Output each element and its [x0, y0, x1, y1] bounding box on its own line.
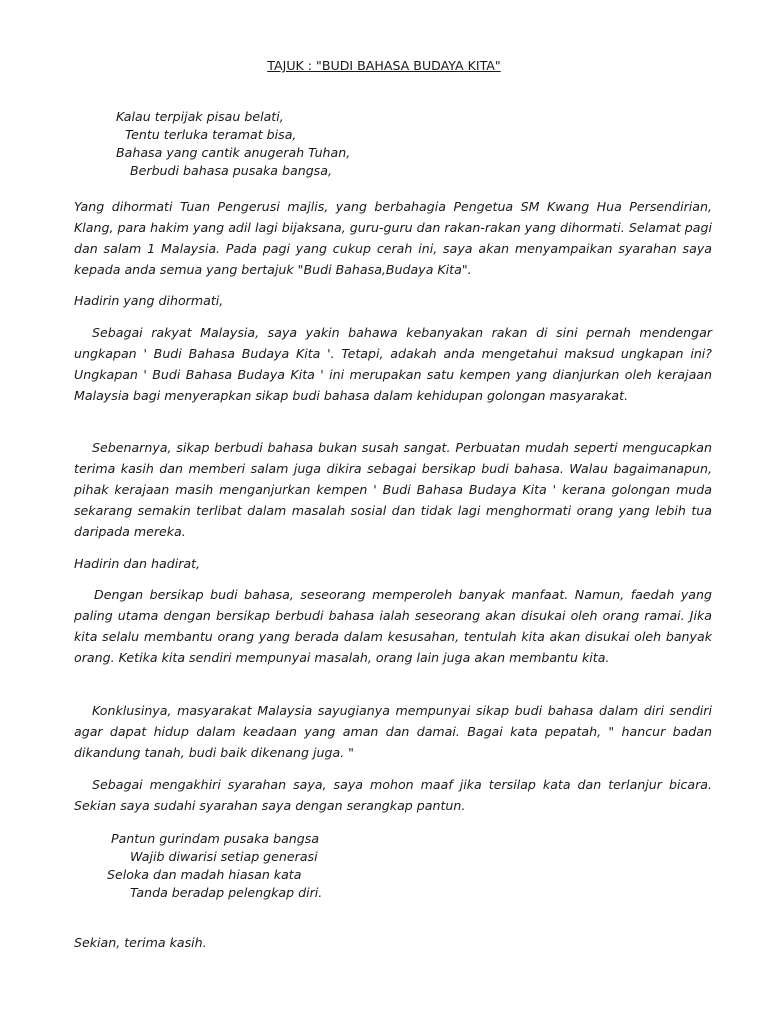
pantun-opening-line-4: Berbudi bahasa pusaka bangsa,	[130, 163, 332, 178]
document-title: TAJUK : "BUDI BAHASA BUDAYA KITA"	[267, 58, 501, 73]
greeting-paragraph: Yang dihormati Tuan Pengerusi majlis, yang berbahagia Pengetua SM Kwang Hua Persendirian, Klang, para hakim yang adil lagi bijaksana, guru-guru dan rakan-rakan yang dihormati. Selamat pagi dan salam 1 Malaysia. Pada pagi yang cukup cerah ini, saya akan menyampaikan syarahan saya kepada anda semua yang bertajuk "Budi Bahasa,Budaya Kita".	[74, 199, 712, 277]
pantun-closing-line-4: Tanda beradap pelengkap diri.	[130, 885, 323, 900]
paragraph-4: Konklusinya, masyarakat Malaysia sayugianya mempunyai sikap budi bahasa dalam diri sendiri agar dapat hidup dalam keadaan yang aman dan damai. Bagai kata pepatah, " hancur badan dikandung tanah, budi baik dikenang juga. "	[74, 703, 712, 760]
paragraph-5: Sebagai mengakhiri syarahan saya, saya mohon maaf jika tersilap kata dan terlanjur bicara. Sekian saya sudahi syarahan saya dengan serangkap pantun.	[74, 777, 712, 813]
closing-line: Sekian, terima kasih.	[74, 935, 207, 950]
pantun-opening-line-3: Bahasa yang cantik anugerah Tuhan,	[116, 145, 351, 160]
pantun-opening-line-2: Tentu terluka teramat bisa,	[125, 127, 297, 142]
paragraph-3: Dengan bersikap budi bahasa, seseorang memperoleh banyak manfaat. Namun, faedah yang paling utama dengan bersikap berbudi bahasa ialah seseorang akan disukai oleh orang ramai. Jika kita selalu membantu orang yang berada dalam kesusahan, tentulah kita akan disukai oleh banyak orang. Ketika kita sendiri mempunyai masalah, orang lain juga akan membantu kita.	[74, 587, 712, 665]
address-hadirin-hadirat: Hadirin dan hadirat,	[74, 556, 201, 571]
pantun-closing-line-2: Wajib diwarisi setiap generasi	[130, 849, 318, 864]
address-hadirin: Hadirin yang dihormati,	[74, 293, 224, 308]
pantun-closing-line-3: Seloka dan madah hiasan kata	[107, 867, 302, 882]
pantun-opening-line-1: Kalau terpijak pisau belati,	[116, 109, 284, 124]
paragraph-2: Sebenarnya, sikap berbudi bahasa bukan susah sangat. Perbuatan mudah seperti mengucapkan terima kasih dan memberi salam juga dikira sebagai bersikap budi bahasa. Walau bagaimanapun, pihak kerajaan masih menganjurkan kempen ' Budi Bahasa Budaya Kita ' kerana golongan muda sekarang semakin terlibat dalam masalah sosial dan tidak lagi menghormati orang yang lebih tua daripada mereka.	[74, 440, 712, 539]
pantun-closing-line-1: Pantun gurindam pusaka bangsa	[111, 831, 320, 846]
paragraph-1: Sebagai rakyat Malaysia, saya yakin bahawa kebanyakan rakan di sini pernah mendengar ungkapan ' Budi Bahasa Budaya Kita '. Tetapi, adakah anda mengetahui maksud ungkapan ini? Ungkapan ' Budi Bahasa Budaya Kita ' ini merupakan satu kempen yang dianjurkan oleh kerajaan Malaysia bagi menyerapkan sikap budi bahasa dalam kehidupan golongan masyarakat.	[74, 325, 712, 403]
